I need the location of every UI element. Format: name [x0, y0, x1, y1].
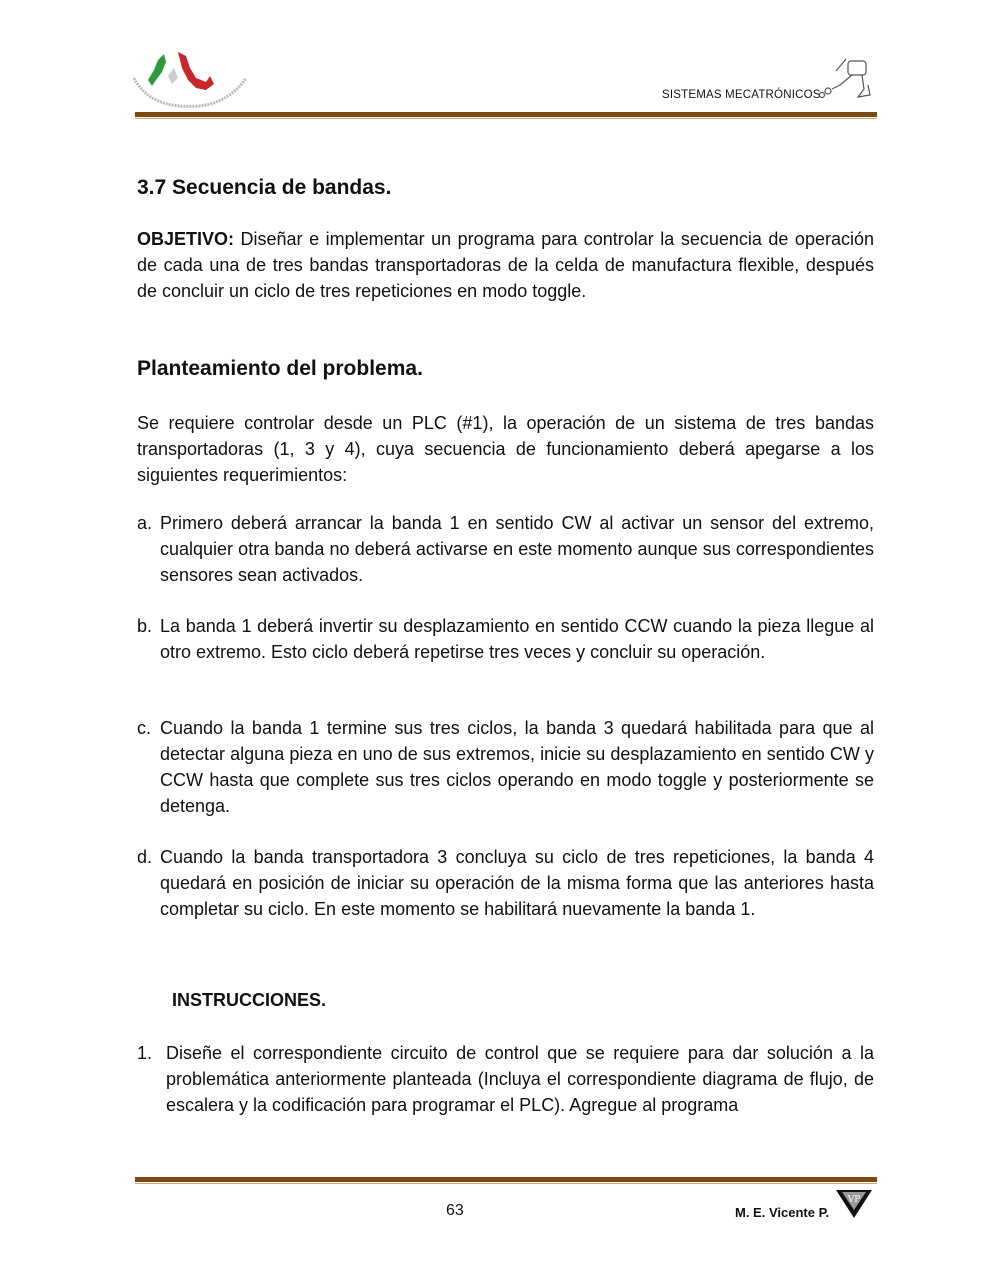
- objective-text: Diseñar e implementar un programa para controlar la secuencia de operación de cada una de tres bandas transportadoras de la celda de manufactura flexible, después de concluir un ciclo de tres repeticiones en modo toggle.: [137, 229, 874, 301]
- robot-arm-icon: [818, 55, 876, 101]
- header-rule: [135, 112, 877, 117]
- requirement-item: [137, 844, 874, 922]
- page-number: 63: [446, 1202, 464, 1219]
- requirement-label: b.: [137, 616, 153, 636]
- header-rule-thin: [135, 118, 877, 119]
- requirement-text: Cuando la banda transportadora 3 concluya su ciclo de tres repeticiones, la banda 4 quedará en posición de iniciar su operación de la misma forma que las anteriores hasta completar su ciclo. En este momento se habilitará nuevamente la banda 1.: [160, 847, 874, 919]
- objective-label: OBJETIVO:: [137, 229, 235, 249]
- requirement-text: La banda 1 deberá invertir su desplazamiento en sentido CCW cuando la pieza llegue al otro extremo. Esto ciclo deberá repetirse tres veces y concluir su operación.: [160, 616, 874, 662]
- instructions-heading: INSTRUCCIONES.: [172, 990, 327, 1010]
- requirement-label: d.: [137, 847, 153, 867]
- requirement-label: a.: [137, 513, 153, 533]
- section-title: 3.7 Secuencia de bandas.: [137, 176, 392, 199]
- requirement-item: [137, 613, 874, 665]
- requirement-text: Cuando la banda 1 termine sus tres ciclos, la banda 3 quedará habilitada para que al detectar alguna pieza en uno de sus extremos, inicie su desplazamiento en sentido CW y CCW hasta que complete sus tres ciclos operando en modo toggle y posteriormente se detenga.: [160, 718, 874, 816]
- instruction-item: [137, 1040, 874, 1118]
- header-title: SISTEMAS MECATRÓNICOS: [662, 89, 821, 101]
- requirement-text: Primero deberá arrancar la banda 1 en sentido CW al activar un sensor del extremo, cualquier otra banda no deberá activarse en este momento aunque sus correspondientes sensores sean activados.: [160, 513, 874, 585]
- instruction-label: 1.: [137, 1043, 153, 1063]
- footer-rule-thin: [135, 1183, 877, 1184]
- requirement-label: c.: [137, 718, 152, 738]
- problem-paragraph: Se requiere controlar desde un PLC (#1), la operación de un sistema de tres bandas transportadoras (1, 3 y 4), cuya secuencia de funcionamiento deberá apegarse a los siguientes requerimientos:: [137, 413, 874, 485]
- footer-rule: [135, 1177, 877, 1182]
- author-logo: [834, 1188, 874, 1220]
- institution-logo: [130, 48, 250, 110]
- footer-author: M. E. Vicente P.: [735, 1205, 830, 1220]
- instruction-text: Diseñe el correspondiente circuito de control que se requiere para dar solución a la problemática anteriormente planteada (Incluya el correspondiente diagrama de flujo, de escalera y la codificación para programar el PLC). Agregue al programa: [166, 1043, 874, 1115]
- requirement-item: [137, 715, 874, 819]
- svg-text:VP: VP: [847, 1195, 861, 1205]
- objective-paragraph: [137, 226, 874, 304]
- problem-heading: Planteamiento del problema.: [137, 357, 423, 380]
- requirement-item: [137, 510, 874, 588]
